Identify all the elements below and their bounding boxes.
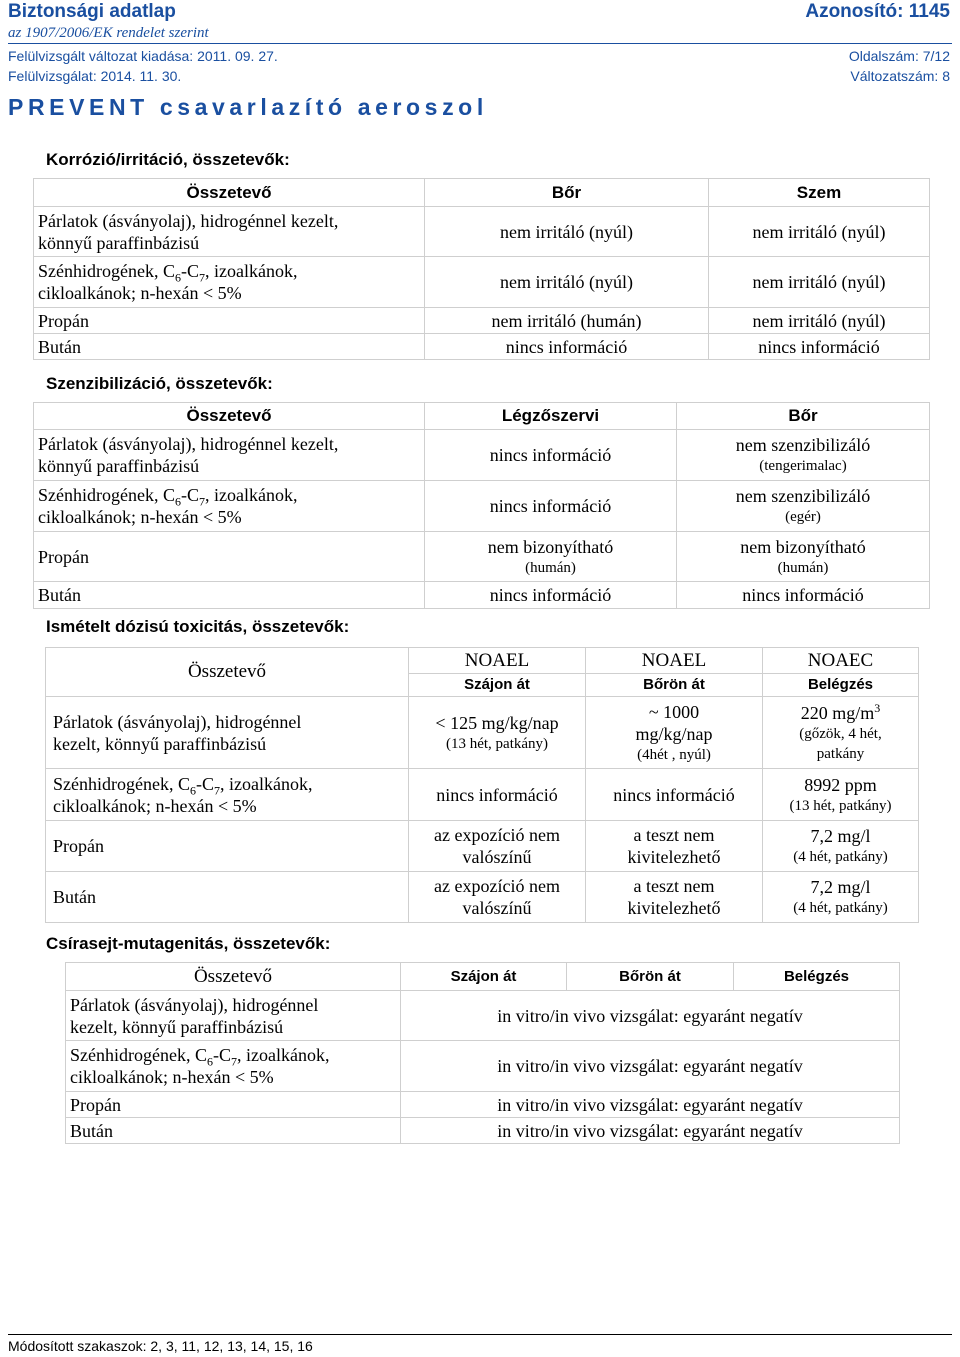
revision-date: Felülvizsgálat: 2014. 11. 30.	[8, 68, 182, 84]
table-row	[34, 430, 930, 481]
repeated-dose-section-title: Ismételt dózisú toxicitás, összetevők:	[46, 617, 350, 636]
table-row	[46, 769, 919, 821]
header-oral: Szájon át	[401, 963, 567, 991]
table-row	[66, 1041, 900, 1092]
header-component: Összetevő	[46, 648, 409, 697]
skin-value: nem szenzibilizáló (egér)	[677, 481, 930, 532]
component-name: Bután	[34, 334, 425, 360]
footer-divider	[8, 1334, 952, 1335]
table-header-row	[66, 963, 900, 991]
respiratory-value: nincs információ	[425, 481, 677, 532]
skin-value: nincs információ	[425, 334, 709, 360]
result-value: in vitro/in vivo vizsgálat: egyaránt negatív	[401, 1092, 900, 1118]
product-name: PREVENT csavarlazító aeroszol	[8, 94, 488, 120]
header-dermal: Bőrön át	[567, 963, 734, 991]
result-value: in vitro/in vivo vizsgálat: egyaránt negatív	[401, 1041, 900, 1092]
component-name: Szénhidrogének, $C_6-C_7$, izoalkánok, cikloalkánok; n-hexán < 5%	[34, 257, 425, 308]
table-header-row	[34, 179, 930, 207]
result-value: in vitro/in vivo vizsgálat: egyaránt negatív	[401, 1118, 900, 1144]
table-header-row	[46, 648, 919, 674]
table-row	[34, 532, 930, 582]
oral-value: az expozíció nem valószínű	[409, 821, 586, 872]
component-name: Propán	[46, 821, 409, 872]
table-row	[66, 991, 900, 1041]
respiratory-value: nem bizonyítható (humán)	[425, 532, 677, 582]
header-component: Összetevő	[34, 403, 425, 430]
component-name: Propán	[34, 532, 425, 582]
table-row	[66, 1092, 900, 1118]
table-row	[46, 872, 919, 923]
table-row	[46, 821, 919, 872]
component-name: Szénhidrogének, $C_6-C_7$, izoalkánok, cikloalkánok; n-hexán < 5%	[66, 1041, 401, 1092]
eye-value: nem irritáló (nyúl)	[709, 207, 930, 257]
skin-value: nem bizonyítható (humán)	[677, 532, 930, 582]
component-name: Propán	[34, 308, 425, 334]
dermal-value: a teszt nem kivitelezhető	[586, 821, 763, 872]
skin-value: nem szenzibilizáló (tengerimalac)	[677, 430, 930, 481]
header-noael-oral: NOAEL	[409, 648, 586, 674]
component-name: Párlatok (ásványolaj), hidrogénnel kezelt, könnyű paraffinbázisú	[34, 207, 425, 257]
oral-value: < 125 mg/kg/nap (13 hét, patkány)	[409, 697, 586, 769]
table-row	[34, 582, 930, 609]
repeated-dose-table	[45, 647, 919, 923]
dermal-value: a teszt nem kivitelezhető	[586, 872, 763, 923]
component-name: Párlatok (ásványolaj), hidrogénnel kezelt, könnyű paraffinbázisú	[34, 430, 425, 481]
component-name: Párlatok (ásványolaj), hidrogénnel kezelt, könnyű paraffinbázisú	[46, 697, 409, 769]
subheader-oral: Szájon át	[409, 674, 586, 697]
component-name: Szénhidrogének, $C_6-C_7$, izoalkánok, cikloalkánok; n-hexán < 5%	[46, 769, 409, 821]
dermal-value: nincs információ	[586, 769, 763, 821]
document-id: Azonosító: 1145	[805, 1, 950, 22]
component-name: Bután	[46, 872, 409, 923]
corrosion-section-title: Korrózió/irritáció, összetevők:	[46, 150, 290, 169]
mutagenicity-section-title: Csírasejt-mutagenitás, összetevők:	[46, 934, 331, 953]
page-number: Oldalszám: 7/12	[848, 48, 950, 64]
inhalation-value: 220 $mg/m^3$ (gőzök, 4 hét, patkány	[763, 697, 919, 769]
oral-value: az expozíció nem valószínű	[409, 872, 586, 923]
skin-value: nem irritáló (nyúl)	[425, 257, 709, 308]
respiratory-value: nincs információ	[425, 582, 677, 609]
table-row	[66, 1118, 900, 1144]
header-skin: Bőr	[425, 179, 709, 207]
eye-value: nincs információ	[709, 334, 930, 360]
subheader-inhalation: Belégzés	[763, 674, 919, 697]
document-title: Biztonsági adatlap	[8, 1, 176, 22]
skin-value: nincs információ	[677, 582, 930, 609]
dermal-value: ~ 1000 mg/kg/nap (4hét , nyúl)	[586, 697, 763, 769]
header-noael-dermal: NOAEL	[586, 648, 763, 674]
eye-value: nem irritáló (nyúl)	[709, 257, 930, 308]
table-header-row	[34, 403, 930, 430]
result-value: in vitro/in vivo vizsgálat: egyaránt negatív	[401, 991, 900, 1041]
component-name: Párlatok (ásványolaj), hidrogénnel kezelt, könnyű paraffinbázisú	[66, 991, 401, 1041]
sensitization-table	[33, 402, 930, 609]
table-row	[34, 481, 930, 532]
version-number: Változatszám: 8	[850, 68, 950, 84]
modified-sections: Módosított szakaszok: 2, 3, 11, 12, 13, 14, 15, 16	[8, 1338, 313, 1354]
header-respiratory: Légzőszervi	[425, 403, 677, 430]
component-name: Bután	[34, 582, 425, 609]
table-row	[46, 697, 919, 769]
header-divider	[8, 43, 952, 44]
subheader-dermal: Bőrön át	[586, 674, 763, 697]
header-skin: Bőr	[677, 403, 930, 430]
header-component: Összetevő	[34, 179, 425, 207]
header-eye: Szem	[709, 179, 930, 207]
table-row	[34, 308, 930, 334]
component-name: Szénhidrogének, $C_6-C_7$, izoalkánok, cikloalkánok; n-hexán < 5%	[34, 481, 425, 532]
table-row	[34, 334, 930, 360]
revised-version-issued: Felülvizsgált változat kiadása: 2011. 09. 27.	[8, 48, 278, 64]
skin-value: nem irritáló (nyúl)	[425, 207, 709, 257]
header-inhalation: Belégzés	[734, 963, 900, 991]
table-row	[34, 207, 930, 257]
skin-value: nem irritáló (humán)	[425, 308, 709, 334]
component-name: Bután	[66, 1118, 401, 1144]
header-component: Összetevő	[66, 963, 401, 991]
eye-value: nem irritáló (nyúl)	[709, 308, 930, 334]
component-name: Propán	[66, 1092, 401, 1118]
table-row	[34, 257, 930, 308]
sensitization-section-title: Szenzibilizáció, összetevők:	[46, 374, 273, 393]
corrosion-table	[33, 178, 930, 360]
inhalation-value: 8992 ppm (13 hét, patkány)	[763, 769, 919, 821]
regulation-reference: az 1907/2006/EK rendelet szerint	[8, 25, 209, 41]
oral-value: nincs információ	[409, 769, 586, 821]
mutagenicity-table	[65, 962, 900, 1144]
header-noaec-inhalation: NOAEC	[763, 648, 919, 674]
respiratory-value: nincs információ	[425, 430, 677, 481]
inhalation-value: 7,2 mg/l (4 hét, patkány)	[763, 872, 919, 923]
inhalation-value: 7,2 mg/l (4 hét, patkány)	[763, 821, 919, 872]
